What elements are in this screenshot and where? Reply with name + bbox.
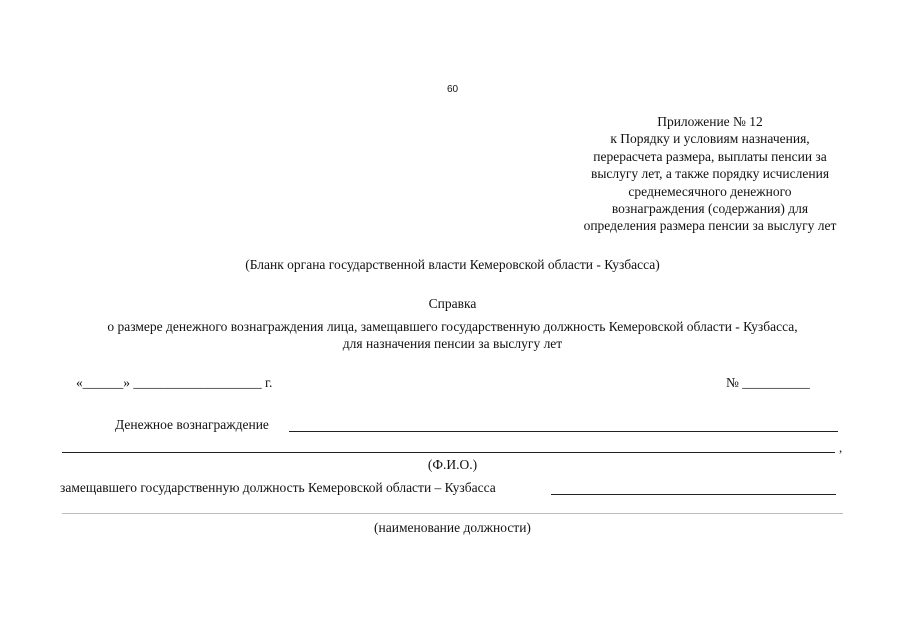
appendix-block	[560, 113, 860, 235]
appendix-line: выслугу лет, а также порядку исчисления	[590, 166, 830, 182]
appendix-line: перерасчета размера, выплаты пенсии за	[593, 148, 827, 164]
subtitle-line-1: о размере денежного вознаграждения лица, замещавшего государственную должность Кемеровской области - Кузбасса,	[107, 319, 798, 334]
appendix-line: к Порядку и условиям назначения,	[610, 131, 810, 147]
document-title: Справка	[428, 296, 477, 311]
reward-fill-line	[289, 417, 838, 432]
document-subtitle	[60, 318, 845, 352]
subtitle-line-2: для назначения пенсии за выслугу лет	[342, 336, 563, 351]
date-field: «______» ___________________ г.	[76, 375, 273, 390]
position-caption: (наименование должности)	[374, 520, 531, 535]
fio-caption: (Ф.И.О.)	[427, 457, 478, 472]
appendix-line: определения размера пенсии за выслугу лет	[583, 218, 837, 234]
letterhead-note: (Бланк органа государственной власти Кемеровской области - Кузбасса)	[245, 257, 660, 272]
position-name-line	[62, 499, 843, 514]
page-number: 60	[446, 84, 459, 95]
appendix-line: Приложение № 12	[657, 114, 763, 129]
fio-fill-line	[62, 438, 835, 453]
position-label: замещавшего государственную должность Кемеровской области – Кузбасса	[60, 480, 496, 495]
appendix-line: среднемесячного денежного	[628, 183, 792, 199]
number-field: № __________	[726, 375, 810, 390]
comma-mark: ,	[839, 440, 843, 455]
reward-label: Денежное вознаграждение	[115, 417, 269, 432]
appendix-line: вознаграждения (содержания) для	[611, 201, 809, 217]
position-fill-line	[551, 480, 836, 495]
